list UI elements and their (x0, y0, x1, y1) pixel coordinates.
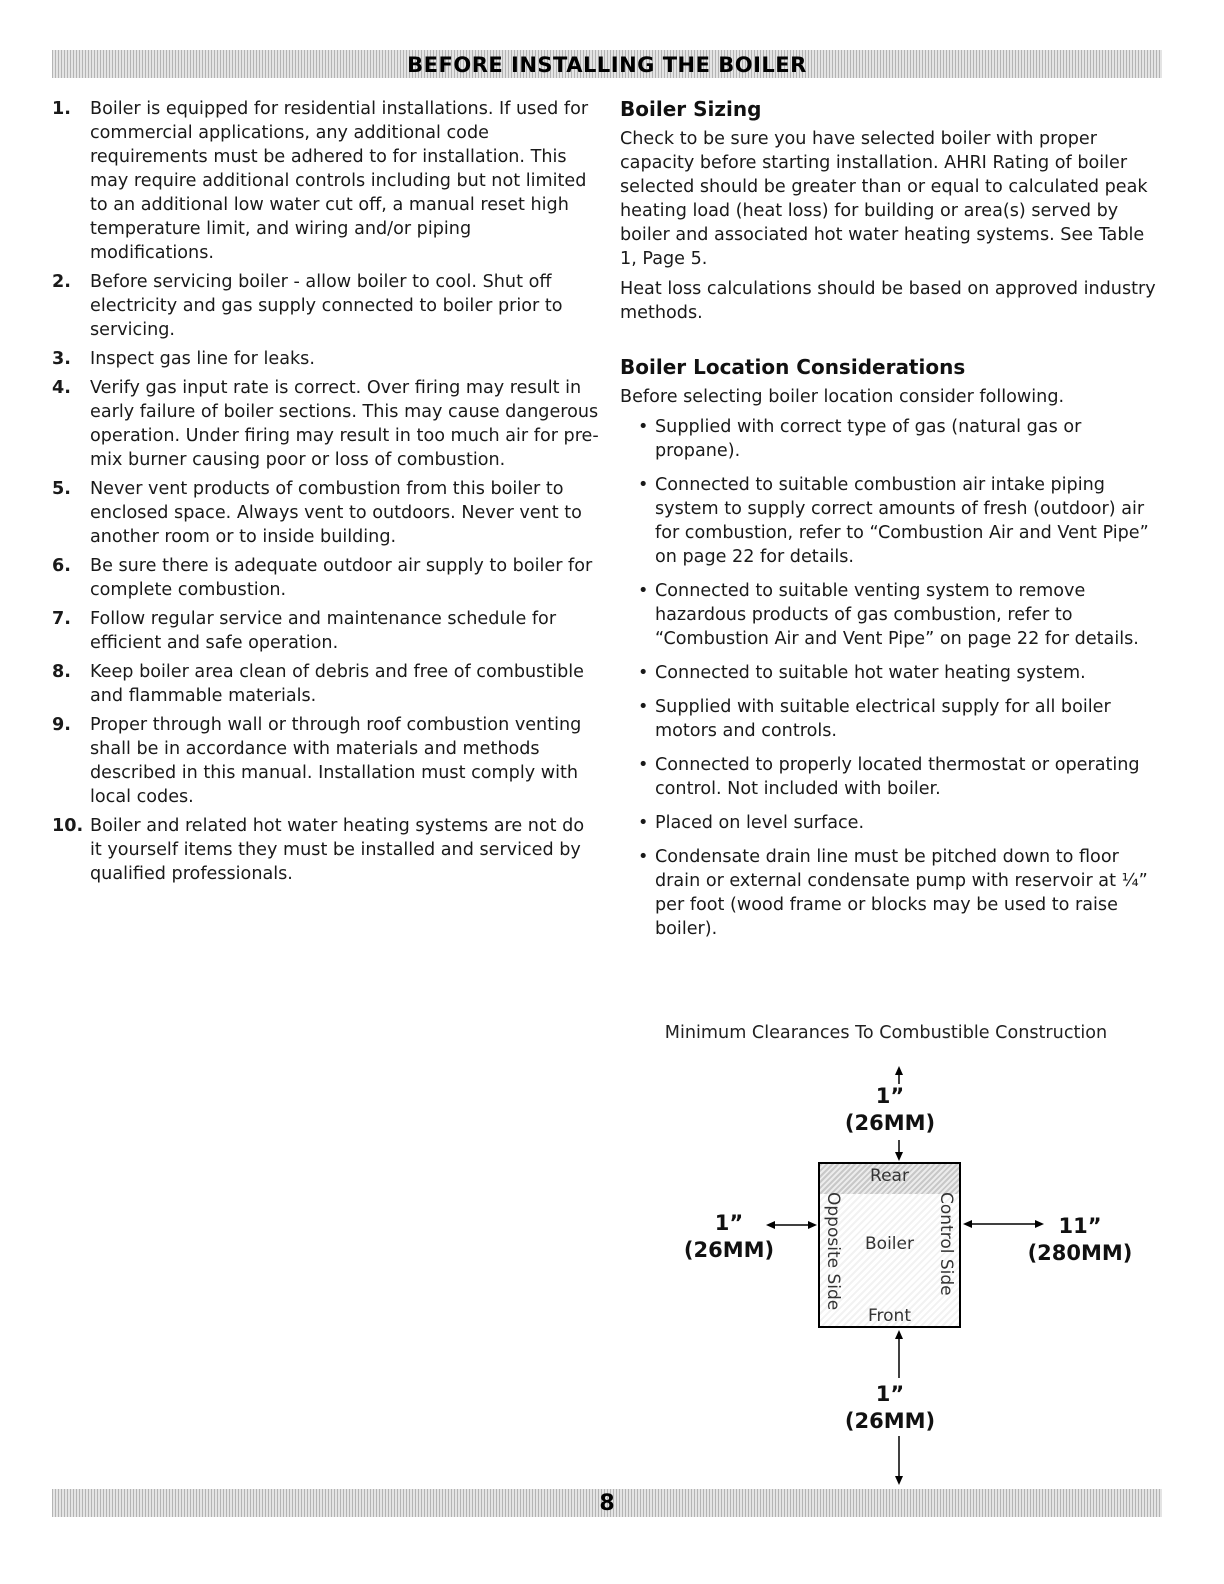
item-number: 1. (52, 99, 71, 119)
list-item (52, 554, 600, 602)
list-item (52, 660, 600, 708)
left-clearance (674, 1210, 784, 1264)
list-item (52, 270, 600, 342)
instructions-column (52, 97, 600, 891)
bottom-arrow-up (895, 1330, 903, 1378)
top-clearance (835, 1083, 945, 1137)
top-clearance-inches: 1” (875, 1084, 905, 1108)
list-item (52, 477, 600, 549)
bullet-item (620, 845, 1165, 941)
item-text: Be sure there is adequate outdoor air supply to boiler for complete combustion. (90, 556, 593, 600)
location-intro: Before selecting boiler location consider following. (620, 387, 1065, 407)
right-clearance-inches: 11” (1058, 1214, 1102, 1238)
item-number: 2. (52, 272, 71, 292)
item-number: 6. (52, 556, 71, 576)
list-item (52, 97, 600, 265)
right-clearance-mm: (280MM) (1027, 1241, 1133, 1265)
bottom-clearance-mm: (26MM) (844, 1409, 936, 1433)
bullet-text: Connected to suitable combustion air intake piping system to supply correct amounts of fresh (outdoor) air for combustion, refer to “Combustion Air and Vent Pipe” on page 22 for details. (655, 475, 1149, 567)
location-bullets (620, 415, 1165, 941)
item-number: 8. (52, 662, 71, 682)
item-number: 7. (52, 609, 71, 629)
bullet-icon: • (638, 755, 649, 775)
bullet-icon: • (638, 581, 649, 601)
bottom-clearance (835, 1381, 945, 1435)
considerations-column (620, 97, 1165, 951)
bullet-item (620, 415, 1165, 463)
item-text: Boiler is equipped for residential installations. If used for commercial applications, any additional code requirements must be adhered to for installation. This may require additional controls including but not limited to an additional low water cut off, a manual reset high temperature limit, and wiring and/or piping modifications. (90, 99, 589, 263)
bullet-icon: • (638, 697, 649, 717)
location-section (620, 355, 1165, 941)
bullet-icon: • (638, 813, 649, 833)
bullet-item (620, 695, 1165, 743)
boiler-footprint (818, 1162, 961, 1328)
bottom-arrow-down (895, 1436, 903, 1485)
item-number: 9. (52, 715, 71, 735)
sizing-paragraph: Check to be sure you have selected boiler with proper capacity before starting installation. AHRI Rating of boiler selected should be greater than or equal to calculated peak heating load (heat loss) for building or area(s) served by boiler and associated hot water heating systems. See Table 1, Page 5. (620, 129, 1148, 269)
top-clearance-mm: (26MM) (844, 1111, 936, 1135)
left-clearance-mm: (26MM) (683, 1238, 775, 1262)
clearance-diagram (620, 1060, 1180, 1490)
control-side-label: Control Side (936, 1192, 956, 1296)
bullet-item (620, 473, 1165, 569)
sizing-heading: Boiler Sizing (620, 97, 762, 121)
bullet-icon: • (638, 663, 649, 683)
bullet-icon: • (638, 417, 649, 437)
list-item (52, 376, 600, 472)
bullet-text: Connected to properly located thermostat or operating control. Not included with boiler. (655, 755, 1140, 799)
bullet-text: Placed on level surface. (655, 813, 865, 833)
right-clearance (1020, 1213, 1140, 1267)
item-number: 4. (52, 378, 71, 398)
page-number: 8 (599, 1491, 615, 1516)
item-text: Before servicing boiler - allow boiler to cool. Shut off electricity and gas supply connected to boiler prior to servicing. (90, 272, 563, 340)
top-arrow-up (895, 1066, 903, 1084)
boiler-label: Boiler (865, 1234, 914, 1254)
top-arrow-down (895, 1140, 903, 1161)
page-title: BEFORE INSTALLING THE BOILER (407, 53, 807, 77)
bullet-item (620, 579, 1165, 651)
item-text: Proper through wall or through roof combustion venting shall be in accordance with materials and methods described in this manual. Installation must comply with local codes. (90, 715, 582, 807)
rear-label: Rear (870, 1166, 909, 1186)
bullet-item (620, 661, 1165, 685)
item-text: Inspect gas line for leaks. (90, 349, 315, 369)
bullet-icon: • (638, 475, 649, 495)
item-number: 3. (52, 349, 71, 369)
diagram-caption: Minimum Clearances To Combustible Construction (664, 1023, 1108, 1043)
item-number: 10. (52, 816, 84, 836)
list-item (52, 814, 600, 886)
opposite-side-label: Opposite Side (823, 1192, 843, 1311)
bullet-text: Connected to suitable venting system to remove hazardous products of gas combustion, refer to “Combustion Air and Vent Pipe” on page 22 for details. (655, 581, 1139, 649)
item-text: Keep boiler area clean of debris and free of combustible and flammable materials. (90, 662, 585, 706)
bullet-text: Condensate drain line must be pitched down to floor drain or external condensate pump with reservoir at ¼” per foot (wood frame or blocks may be used to raise boiler). (655, 847, 1148, 939)
bullet-icon: • (638, 847, 649, 867)
item-text: Never vent products of combustion from this boiler to enclosed space. Always vent to outdoors. Never vent to another room or to inside building. (90, 479, 582, 547)
footer-band (52, 1489, 1162, 1517)
bullet-text: Supplied with correct type of gas (natural gas or propane). (655, 417, 1082, 461)
location-heading: Boiler Location Considerations (620, 355, 966, 379)
header-band (52, 50, 1162, 78)
bullet-item (620, 811, 1165, 835)
list-item (52, 713, 600, 809)
bullet-item (620, 753, 1165, 801)
list-item (52, 347, 600, 371)
bottom-clearance-inches: 1” (875, 1382, 905, 1406)
item-text: Follow regular service and maintenance schedule for efficient and safe operation. (90, 609, 557, 653)
item-number: 5. (52, 479, 71, 499)
instructions-list (52, 97, 600, 886)
list-item (52, 607, 600, 655)
front-label: Front (868, 1306, 911, 1326)
bullet-text: Supplied with suitable electrical supply for all boiler motors and controls. (655, 697, 1111, 741)
bullet-text: Connected to suitable hot water heating system. (655, 663, 1086, 683)
item-text: Boiler and related hot water heating systems are not do it yourself items they must be installed and serviced by qualified professionals. (90, 816, 585, 884)
heat-loss-paragraph: Heat loss calculations should be based on approved industry methods. (620, 279, 1156, 323)
item-text: Verify gas input rate is correct. Over firing may result in early failure of boiler sections. This may cause dangerous operation. Under firing may result in too much air for pre-mix burner causing poor or loss of combustion. (90, 378, 599, 470)
left-clearance-inches: 1” (714, 1211, 744, 1235)
